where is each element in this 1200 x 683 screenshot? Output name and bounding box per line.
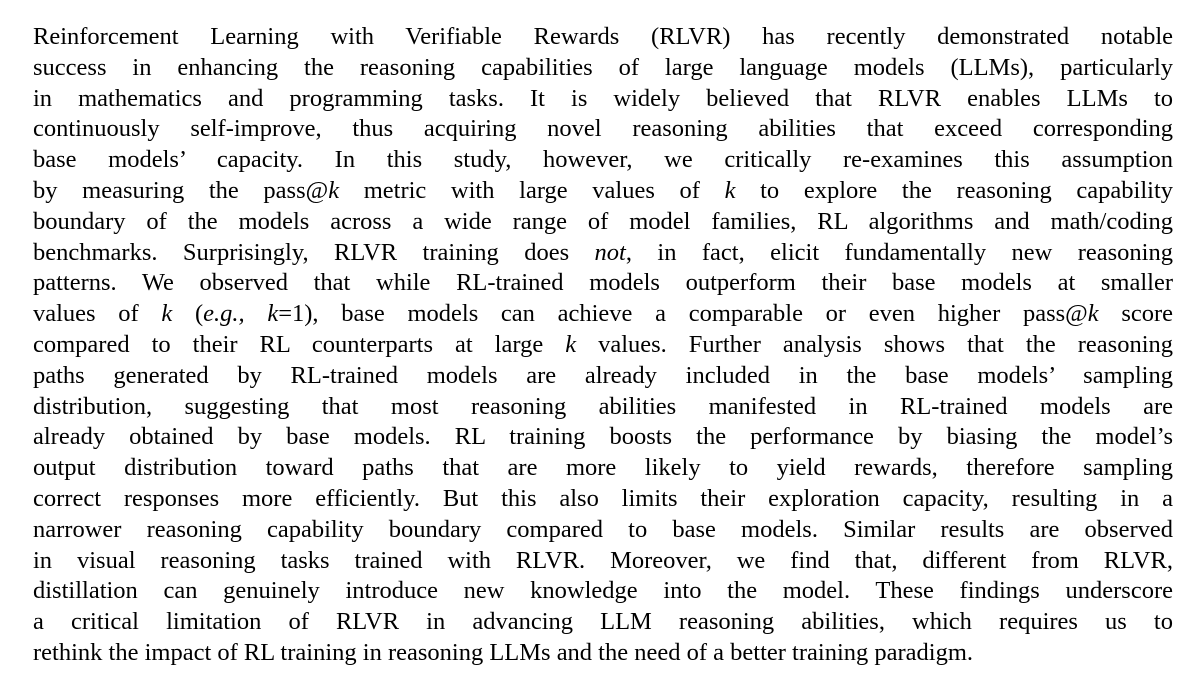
italic-text: k bbox=[724, 176, 736, 204]
text-segment: already obtained by base models. RL training boosts the performance by biasing the model’s bbox=[33, 423, 1173, 451]
abstract-line bbox=[33, 576, 1173, 607]
abstract-line bbox=[33, 268, 1173, 299]
italic-text: k bbox=[328, 176, 340, 204]
text-segment: , in fact, elicit fundamentally new reasoning bbox=[625, 238, 1173, 266]
abstract-line bbox=[33, 84, 1173, 115]
text-segment: in visual reasoning tasks trained with RLVR. Moreover, we find that, different from RLVR, bbox=[33, 546, 1173, 574]
abstract-line bbox=[33, 515, 1173, 546]
text-segment: correct responses more efficiently. But this also limits their exploration capacity, resulting in a bbox=[33, 484, 1173, 512]
text-segment: Reinforcement Learning with Verifiable Rewards (RLVR) has recently demonstrated notable bbox=[33, 23, 1173, 50]
italic-text: k bbox=[1087, 300, 1099, 328]
text-segment: ( bbox=[172, 300, 204, 328]
text-segment: patterns. We observed that while RL-trained models outperform their base models at smaller bbox=[33, 269, 1173, 297]
abstract-line bbox=[33, 392, 1173, 423]
abstract-line bbox=[33, 484, 1173, 515]
text-segment: metric with large values of bbox=[339, 176, 725, 204]
abstract-line bbox=[33, 453, 1173, 484]
text-segment: =1), base models can achieve a comparable or even higher pass@ bbox=[278, 300, 1088, 328]
text-segment: in mathematics and programming tasks. It is widely believed that RLVR enables LLMs to bbox=[33, 84, 1173, 112]
text-segment: base models’ capacity. In this study, however, we critically re-examines this assumption bbox=[33, 146, 1173, 174]
italic-text: k bbox=[565, 330, 577, 358]
text-segment: success in enhancing the reasoning capabilities of large language models (LLMs), particularly bbox=[33, 53, 1173, 81]
text-segment: continuously self-improve, thus acquiring novel reasoning abilities that exceed corresponding bbox=[33, 115, 1173, 143]
abstract-line bbox=[33, 638, 1173, 669]
abstract-line bbox=[33, 176, 1173, 207]
text-segment: benchmarks. Surprisingly, RLVR training does bbox=[33, 238, 595, 266]
text-segment: compared to their RL counterparts at large bbox=[33, 330, 566, 358]
text-segment: paths generated by RL-trained models are already included in the base models’ sampling bbox=[33, 361, 1173, 389]
abstract-line bbox=[33, 114, 1173, 145]
text-segment: score bbox=[1098, 300, 1174, 328]
abstract-line bbox=[33, 330, 1173, 361]
abstract-line bbox=[33, 422, 1173, 453]
text-segment: narrower reasoning capability boundary compared to base models. Similar results are observed bbox=[33, 515, 1173, 543]
italic-text: k bbox=[161, 300, 173, 328]
text-segment: distribution, suggesting that most reasoning abilities manifested in RL-trained models are bbox=[33, 392, 1173, 420]
text-segment: boundary of the models across a wide range of model families, RL algorithms and math/coding bbox=[33, 207, 1173, 235]
text-segment: output distribution toward paths that are more likely to yield rewards, therefore sampling bbox=[33, 454, 1173, 482]
text-segment: to explore the reasoning capability bbox=[735, 176, 1173, 204]
text-segment: values. Further analysis shows that the reasoning bbox=[576, 330, 1173, 358]
italic-text: k bbox=[267, 300, 279, 328]
abstract-line bbox=[33, 546, 1173, 577]
abstract-line bbox=[33, 238, 1173, 269]
text-segment: by measuring the pass@ bbox=[33, 176, 329, 204]
abstract-line bbox=[33, 22, 1173, 53]
italic-text: e.g., bbox=[203, 300, 245, 328]
text-segment: rethink the impact of RL training in reasoning LLMs and the need of a better training paradigm. bbox=[33, 638, 974, 666]
abstract-line bbox=[33, 299, 1173, 330]
text-segment: values of bbox=[33, 300, 162, 328]
text-segment: distillation can genuinely introduce new knowledge into the model. These findings underscore bbox=[33, 577, 1173, 605]
abstract-line bbox=[33, 145, 1173, 176]
abstract-line bbox=[33, 361, 1173, 392]
abstract-line bbox=[33, 53, 1173, 84]
text-segment bbox=[245, 300, 268, 327]
abstract-line bbox=[33, 607, 1173, 638]
abstract-paragraph bbox=[33, 22, 1173, 669]
italic-text: not bbox=[594, 238, 626, 266]
text-segment: a critical limitation of RLVR in advancing LLM reasoning abilities, which requires us to bbox=[33, 608, 1173, 636]
abstract-line bbox=[33, 207, 1173, 238]
